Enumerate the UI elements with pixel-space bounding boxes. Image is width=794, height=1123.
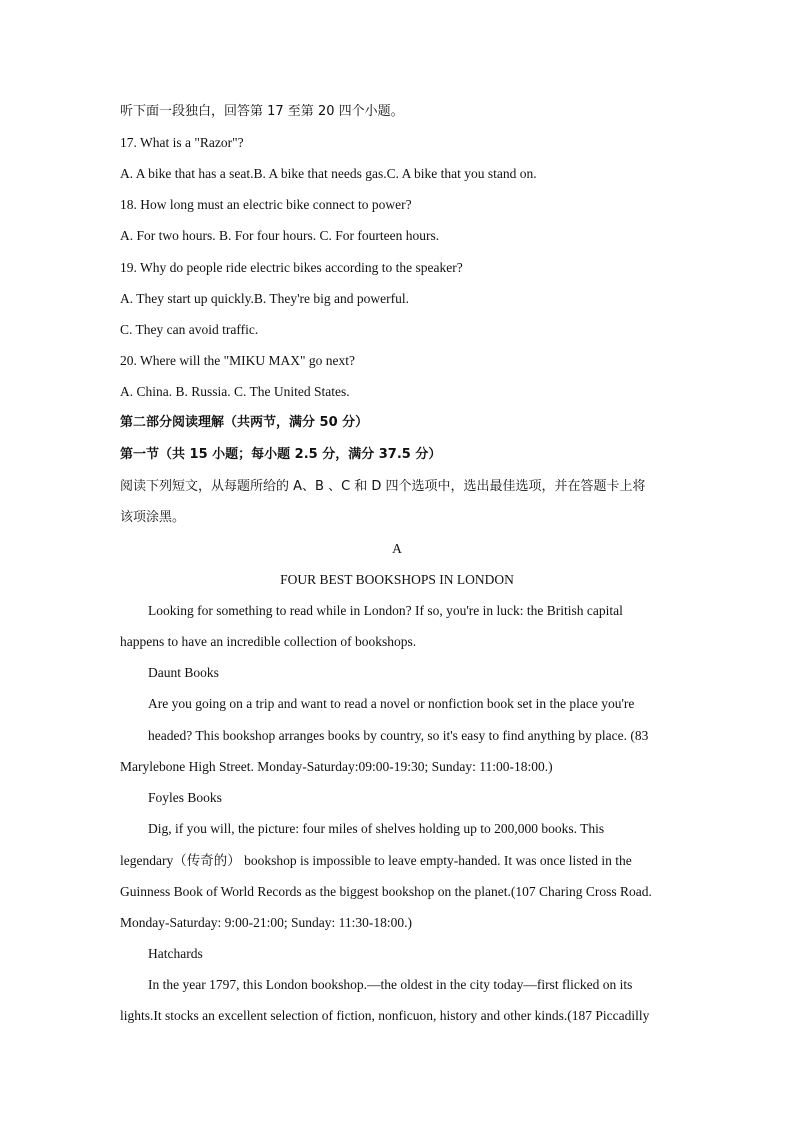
question-17: 17. What is a "Razor"? bbox=[120, 135, 244, 150]
reading-part-title: 第二部分阅读理解（共两节，满分 50 分） bbox=[120, 415, 369, 430]
foyles-line-3: Guinness Book of World Records as the biggest bookshop on the planet.(107 Charing Cross Road. bbox=[120, 884, 652, 899]
foyles-line-1: Dig, if you will, the picture: four miles of shelves holding up to 200,000 books. This bbox=[148, 821, 605, 836]
hatchards-heading: Hatchards bbox=[148, 946, 203, 961]
daunt-line-3: Marylebone High Street. Monday-Saturday:09:00-19:30; Sunday: 11:00-18:00.) bbox=[120, 759, 553, 774]
daunt-books-heading: Daunt Books bbox=[148, 665, 219, 680]
reading-instruction-line-2: 该项涂黑。 bbox=[120, 510, 186, 525]
question-18: 18. How long must an electric bike connect to power? bbox=[120, 197, 412, 212]
reading-section-title: 第一节（共 15 小题；每小题 2.5 分，满分 37.5 分） bbox=[120, 447, 442, 462]
reading-instruction-line-1: 阅读下列短文，从每题所给的 A、B 、C 和 D 四个选项中，选出最佳选项，并在答题卡上将 bbox=[120, 479, 646, 494]
hatchards-line-1: In the year 1797, this London bookshop.—the oldest in the city today—first flicked on its bbox=[148, 977, 633, 992]
passage-title: FOUR BEST BOOKSHOPS IN LONDON bbox=[280, 572, 514, 587]
daunt-line-1: Are you going on a trip and want to read a novel or nonfiction book set in the place you're bbox=[148, 696, 635, 711]
question-19: 19. Why do people ride electric bikes according to the speaker? bbox=[120, 260, 463, 275]
question-17-options: A. A bike that has a seat.B. A bike that needs gas.C. A bike that you stand on. bbox=[120, 166, 537, 181]
intro-line-2: happens to have an incredible collection of bookshops. bbox=[120, 634, 417, 649]
passage-letter: A bbox=[392, 541, 402, 556]
intro-line-1: Looking for something to read while in London? If so, you're in luck: the British capital bbox=[148, 603, 623, 618]
foyles-line-2: legendary（传奇的） bookshop is impossible to leave empty-handed. It was once listed in the bbox=[120, 853, 632, 868]
daunt-line-2: headed? This bookshop arranges books by country, so it's easy to find anything by place. (83 bbox=[148, 728, 649, 743]
foyles-books-heading: Foyles Books bbox=[148, 790, 222, 805]
question-18-options: A. For two hours. B. For four hours. C. For fourteen hours. bbox=[120, 228, 440, 243]
foyles-line-4: Monday-Saturday: 9:00-21:00; Sunday: 11:30-18:00.) bbox=[120, 915, 412, 930]
question-19-options-c: C. They can avoid traffic. bbox=[120, 322, 259, 337]
question-20-options: A. China. B. Russia. C. The United States. bbox=[120, 384, 350, 399]
listening-instruction: 听下面一段独白，回答第 17 至第 20 四个小题。 bbox=[120, 104, 404, 119]
question-20: 20. Where will the "MIKU MAX" go next? bbox=[120, 353, 355, 368]
question-19-options-a-b: A. They start up quickly.B. They're big and powerful. bbox=[120, 291, 409, 306]
hatchards-line-2: lights.It stocks an excellent selection of fiction, nonficuon, history and other kinds.(187 Piccadilly bbox=[120, 1008, 650, 1023]
